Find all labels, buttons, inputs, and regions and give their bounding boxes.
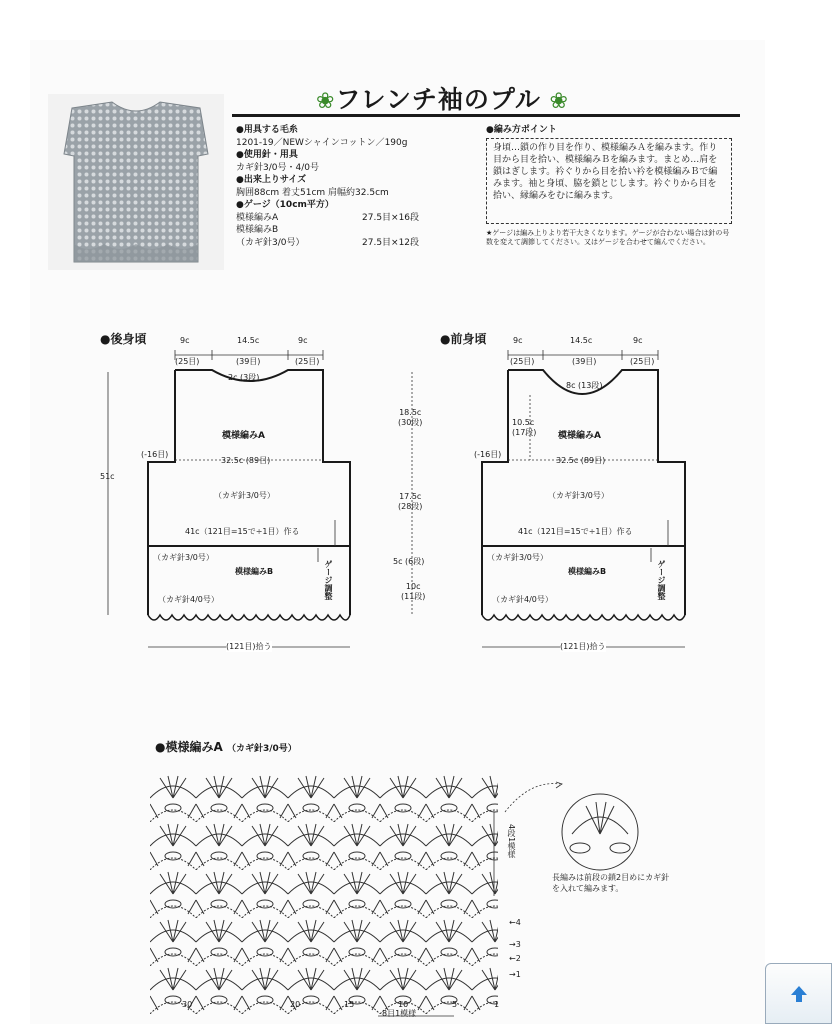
center-dim: 10c (11段) bbox=[401, 582, 426, 601]
front-width: 32.5c (89目) bbox=[556, 456, 606, 465]
x-tick: 10 bbox=[398, 1000, 409, 1009]
scroll-top-button[interactable] bbox=[765, 963, 832, 1024]
front-hook: （カギ針3/0号） bbox=[548, 491, 609, 500]
back-hook-b: （カギ針3/0号） bbox=[153, 553, 214, 562]
x-tick: 1 bbox=[494, 1000, 500, 1009]
page-title: ❀フレンチ袖のプル ❀ bbox=[316, 85, 569, 114]
repeat-stitches: 8目1模様 bbox=[382, 1009, 417, 1018]
front-neck: 8c (13段) bbox=[566, 381, 603, 390]
x-tick: 30 bbox=[182, 1000, 193, 1009]
front-top-count: (25目) bbox=[510, 357, 535, 366]
yarn-value: 1201-19／NEWシャインコットン／190g bbox=[236, 137, 408, 148]
back-neck: 2c (3段) bbox=[228, 373, 260, 382]
front-side: 10.5c (17段) bbox=[512, 418, 537, 437]
back-height: 51c bbox=[100, 472, 115, 481]
size-value: 胸囲88cm 着丈51cm 肩幅約32.5cm bbox=[236, 187, 389, 198]
front-pattern-label: 模様編みA bbox=[558, 431, 601, 441]
front-hook-c: （カギ針4/0号） bbox=[492, 595, 553, 604]
back-gauge-adjust: ゲージ調整 bbox=[324, 560, 333, 600]
front-top-width: 9c bbox=[513, 336, 523, 345]
detail-note: 長編みは前段の鎖2目めにカギ針を入れて編みます。 bbox=[552, 873, 670, 893]
back-pattern-label: 模様編みA bbox=[222, 431, 265, 441]
repeat-rows: 4段1模様 bbox=[507, 824, 516, 859]
front-top-width: 9c bbox=[633, 336, 643, 345]
back-top-width: 9c bbox=[180, 336, 190, 345]
back-label: ●後身頃 bbox=[100, 332, 147, 346]
gauge-row: 模様編みB bbox=[236, 225, 279, 235]
center-dim: 5c (6段) bbox=[393, 557, 425, 566]
back-top-width: 9c bbox=[298, 336, 308, 345]
back-top-width: 14.5c bbox=[237, 336, 260, 345]
back-bottom: (121目)拾う bbox=[226, 642, 272, 651]
front-gauge-adjust: ゲージ調整 bbox=[657, 560, 666, 600]
gauge-note: ★ゲージは編み上りより若干大きくなります。ゲージが合わない場合は針の号数を変えて調節してください。又はゲージを合わせて編んでください。 bbox=[486, 229, 730, 246]
back-hook: （カギ針3/0号） bbox=[214, 491, 275, 500]
size-heading: ●出来上りサイズ bbox=[236, 175, 307, 185]
center-dim: 17.5c (28段) bbox=[398, 492, 423, 511]
back-pattern-b: 模様編みB bbox=[235, 567, 274, 576]
yarn-heading: ●用具する毛糸 bbox=[236, 125, 298, 135]
y-tick: ←2 bbox=[509, 954, 521, 963]
y-tick: ←4 bbox=[509, 918, 521, 927]
detail-circle bbox=[562, 794, 638, 870]
back-decrease: (-16目) bbox=[141, 450, 169, 459]
y-tick: →3 bbox=[509, 940, 521, 949]
front-bottom: (121目)拾う bbox=[560, 642, 606, 651]
back-scallop bbox=[148, 615, 350, 620]
x-tick: 5 bbox=[452, 1000, 458, 1009]
points-box: 身頃…鎖の作り目を作り、模様編みＡを編みます。作り目から目を拾い、模様編みＢを編みます。まとめ…肩を鎖はぎします。衿ぐりから目を拾い衿を模様編みＢで編みます。袖と身頃、脇を鎖とじします。衿ぐりから目を拾い、縁編みをむに編みます。 bbox=[486, 138, 732, 224]
back-top-count: (25目) bbox=[295, 357, 320, 366]
front-top-width: 14.5c bbox=[570, 336, 593, 345]
center-dim: 18.5c (30段) bbox=[398, 408, 423, 427]
x-tick: 20 bbox=[290, 1000, 301, 1009]
back-hook-c: （カギ針4/0号） bbox=[158, 595, 219, 604]
front-decrease: (-16目) bbox=[474, 450, 502, 459]
gauge-heading: ●ゲージ（10cm平方） bbox=[236, 200, 334, 210]
front-cast-on: 41c（121目=15で÷1目）作る bbox=[518, 527, 633, 536]
arrow-up-icon bbox=[788, 983, 810, 1005]
back-width: 32.5c (89目) bbox=[221, 456, 271, 465]
clover-icon: ❀ bbox=[316, 89, 336, 114]
y-tick: →1 bbox=[509, 970, 521, 979]
front-scallop bbox=[482, 615, 685, 620]
needle-value: カギ針3/0号・4/0号 bbox=[236, 162, 319, 173]
needle-heading: ●使用針・用具 bbox=[236, 150, 298, 160]
back-cast-on: 41c（121目=15で÷1目）作る bbox=[185, 527, 300, 536]
front-top-count: (25目) bbox=[630, 357, 655, 366]
back-top-count: (39目) bbox=[236, 357, 261, 366]
gauge-row: （カギ針3/0号） 27.5目×12段 bbox=[236, 237, 420, 248]
front-label: ●前身頃 bbox=[440, 332, 487, 346]
x-tick: 15 bbox=[344, 1000, 355, 1009]
chart-label: ●模様編みA （カギ針3/0号） bbox=[155, 740, 297, 754]
front-top-count: (39目) bbox=[572, 357, 597, 366]
front-hook-b: （カギ針3/0号） bbox=[487, 553, 548, 562]
gauge-row: 模様編みA 27.5目×16段 bbox=[236, 212, 420, 223]
back-top-count: (25目) bbox=[175, 357, 200, 366]
clover-icon: ❀ bbox=[540, 89, 569, 114]
points-heading: ●編み方ポイント bbox=[486, 125, 557, 135]
front-pattern-b: 模様編みB bbox=[568, 567, 607, 576]
